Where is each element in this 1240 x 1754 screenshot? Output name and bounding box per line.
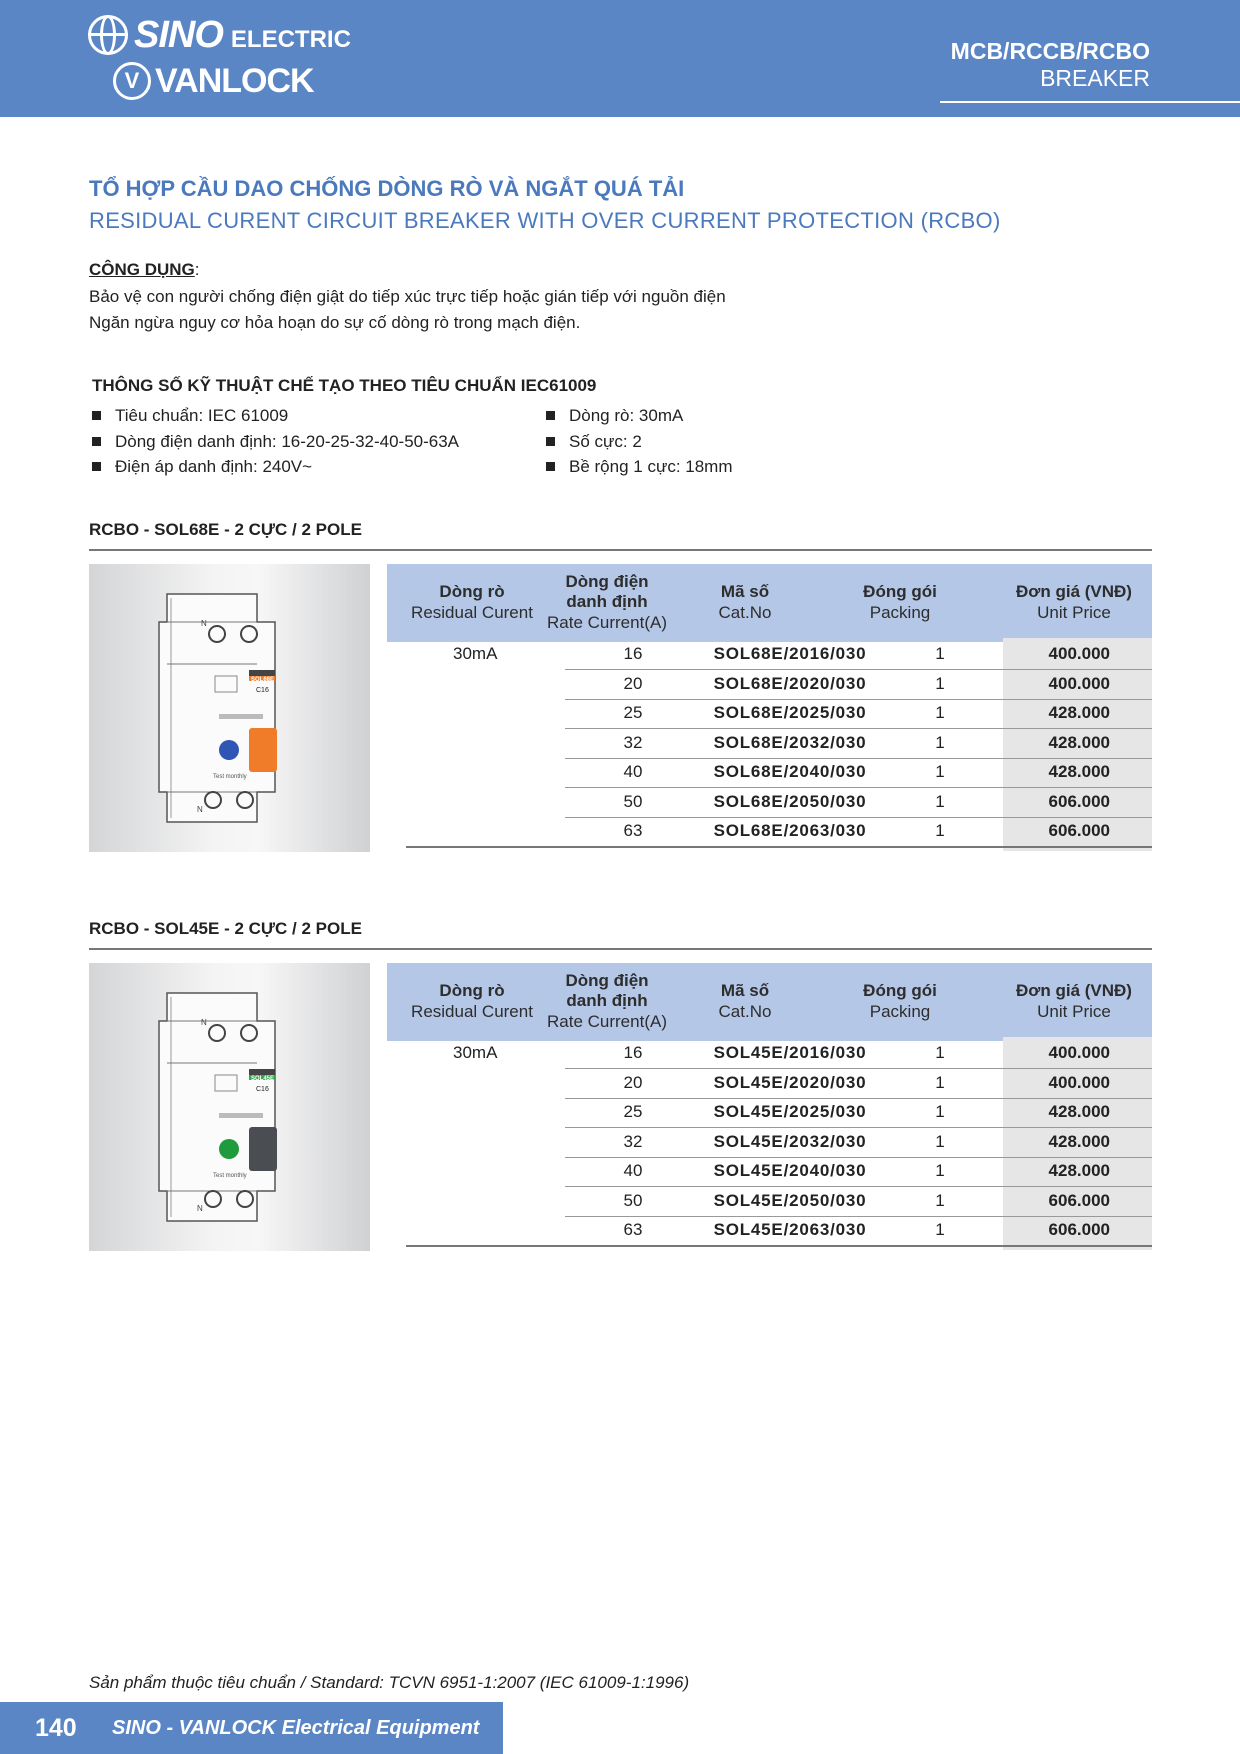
row-divider: [565, 1186, 1152, 1187]
row-divider: [565, 787, 1152, 788]
row-divider: [565, 817, 1152, 818]
current-cell: 63: [623, 1220, 643, 1239]
standard-footnote: Sản phẩm thuộc tiêu chuẩn / Standard: TCVN 6951-1:2007 (IEC 61009-1:1996): [89, 1673, 690, 1692]
logo-electric-text: ELECTRIC: [230, 26, 351, 53]
model-label: SOL68E: [251, 677, 275, 683]
current-cell: 63: [623, 821, 643, 840]
current-cell: 50: [623, 791, 643, 811]
page-number: 140: [35, 1714, 77, 1742]
product-photo: [89, 564, 370, 852]
spec-item: Tiêu chuẩn: IEC 61009: [92, 406, 288, 426]
col-pack: [845, 963, 955, 1041]
logo-vanlock-text: VANLOCK: [155, 61, 314, 100]
terminal-label: N: [201, 619, 207, 628]
cat-no-cell: SOL45E/2020/030: [713, 1072, 867, 1092]
model-label: SOL45E: [251, 1076, 275, 1082]
section-title: RCBO - SOL45E - 2 CỰC / 2 POLE: [89, 919, 362, 938]
usage-heading: [89, 260, 200, 280]
spec-item: Số cực: 2: [546, 432, 642, 452]
col-cat: [695, 564, 795, 642]
packing-cell: 1: [935, 644, 945, 663]
col-pack: [845, 564, 955, 642]
current-cell: 20: [623, 1072, 643, 1092]
cat-no-cell: SOL68E/2020/030: [713, 673, 867, 693]
cat-no-cell: SOL45E/2032/030: [713, 1131, 867, 1151]
row-divider: [565, 728, 1152, 729]
packing-cell: 1: [935, 762, 945, 781]
col-current-vn1: Dòng điện: [565, 572, 649, 591]
category-title: MCB/RCCB/RCBO: [950, 38, 1150, 64]
cat-no-cell: SOL68E/2032/030: [713, 732, 867, 752]
price-cell: 400.000: [1048, 673, 1110, 693]
table-header: [387, 963, 1152, 1041]
col-current: [537, 963, 677, 1041]
spec-item: Bề rộng 1 cực: 18mm: [546, 457, 733, 477]
cat-no-cell: SOL68E/2016/030: [713, 644, 867, 663]
col-cat-en: Cat.No: [718, 603, 772, 622]
row-divider: [565, 1127, 1152, 1128]
spec-item: Dòng điện danh định: 16-20-25-32-40-50-63A: [92, 432, 459, 452]
price-cell: 428.000: [1048, 732, 1110, 752]
residual-cell: 30mA: [453, 1043, 498, 1062]
row-divider: [565, 669, 1152, 670]
current-cell: 25: [623, 703, 643, 722]
product-photo: [89, 963, 370, 1251]
price-cell: 400.000: [1048, 1043, 1110, 1062]
usage-line: Ngăn ngừa nguy cơ hỏa hoạn do sự cố dòng rò trong mạch điện.: [89, 313, 581, 332]
packing-cell: 1: [935, 821, 945, 840]
price-cell: 400.000: [1048, 644, 1110, 663]
category-label: [951, 38, 1150, 92]
col-price-vn: Đơn giá (VNĐ): [1016, 582, 1132, 601]
col-cat-vn: Mã số: [720, 582, 770, 601]
col-residual-en: Residual Curent: [411, 603, 533, 622]
price-cell: 606.000: [1048, 791, 1110, 811]
residual-cell: 30mA: [453, 644, 498, 663]
price-cell: 428.000: [1048, 1131, 1110, 1151]
spec-item: Dòng rò: 30mA: [546, 406, 683, 426]
current-cell: 16: [623, 1043, 643, 1062]
cat-no-cell: SOL45E/2040/030: [713, 1161, 867, 1180]
cat-no-cell: SOL68E/2050/030: [713, 791, 867, 811]
col-current-vn2: danh định: [566, 991, 648, 1010]
usage-line: Bảo vệ con người chống điện giật do tiếp xúc trực tiếp hoặc gián tiếp với nguồn điện: [89, 287, 726, 306]
price-cell: 428.000: [1048, 1102, 1110, 1121]
col-price-en: Unit Price: [1037, 1002, 1111, 1021]
rating-label: C16: [256, 1086, 269, 1093]
row-divider: [565, 1157, 1152, 1158]
col-cat-vn: Mã số: [720, 981, 770, 1000]
col-residual-vn: Dòng rò: [439, 582, 505, 601]
col-residual: [387, 963, 557, 1041]
test-label: Test monthly: [213, 1173, 247, 1179]
spec-item: Điện áp danh định: 240V~: [92, 457, 312, 477]
row-divider: [565, 758, 1152, 759]
footer-brand-text: SINO - VANLOCK Electrical Equipment: [112, 1717, 480, 1739]
current-cell: 32: [623, 732, 643, 752]
logo-sino-text: SINO: [134, 13, 223, 56]
price-cell: 606.000: [1048, 1190, 1110, 1210]
price-cell: 428.000: [1048, 1161, 1110, 1180]
current-cell: 16: [623, 644, 643, 663]
current-cell: 40: [623, 762, 643, 781]
price-cell: 606.000: [1048, 821, 1110, 840]
globe-icon: [88, 15, 128, 55]
table-header: [387, 564, 1152, 642]
col-current-en: Rate Current(A): [547, 613, 667, 632]
vanlock-emblem-icon: V: [113, 62, 151, 100]
row-divider: [565, 699, 1152, 700]
packing-cell: 1: [935, 1043, 945, 1062]
current-cell: 32: [623, 1131, 643, 1151]
col-price-vn: Đơn giá (VNĐ): [1016, 981, 1132, 1000]
section-rule: [89, 948, 1152, 950]
packing-cell: 1: [935, 1102, 945, 1121]
rating-label: C16: [256, 687, 269, 694]
terminal-label: N: [201, 1018, 207, 1027]
packing-cell: 1: [935, 1072, 945, 1092]
cat-no-cell: SOL68E/2063/030: [713, 821, 867, 840]
usage-heading-text: CÔNG DỤNG: [89, 260, 195, 279]
row-divider: [565, 1098, 1152, 1099]
usage-heading-colon: :: [194, 260, 200, 279]
col-current-en: Rate Current(A): [547, 1012, 667, 1031]
rcbo-device-image: [89, 564, 370, 852]
cat-no-cell: SOL68E/2025/030: [713, 703, 867, 722]
col-pack-en: Packing: [869, 1002, 931, 1021]
col-cat: [695, 963, 795, 1041]
packing-cell: 1: [935, 673, 945, 693]
rcbo-device-image: [89, 963, 370, 1251]
col-price: [999, 564, 1149, 642]
table-bottom-rule: [406, 1245, 1152, 1247]
section-title: RCBO - SOL68E - 2 CỰC / 2 POLE: [89, 520, 362, 539]
section-rule: [89, 549, 1152, 551]
col-residual-en: Residual Curent: [411, 1002, 533, 1021]
row-divider: [565, 1216, 1152, 1217]
cat-no-cell: SOL45E/2025/030: [713, 1102, 867, 1121]
col-residual-vn: Dòng rò: [439, 981, 505, 1000]
footer-bar: [0, 1702, 503, 1754]
packing-cell: 1: [935, 1161, 945, 1180]
product-title-vn: TỔ HỢP CẦU DAO CHỐNG DÒNG RÒ VÀ NGẮT QUÁ TẢI: [89, 176, 685, 201]
current-cell: 50: [623, 1190, 643, 1210]
brand-logo: [88, 12, 351, 104]
table-bottom-rule: [406, 846, 1152, 848]
cat-no-cell: SOL45E/2063/030: [713, 1220, 867, 1239]
price-cell: 400.000: [1048, 1072, 1110, 1092]
packing-cell: 1: [935, 1190, 945, 1210]
packing-cell: 1: [935, 1220, 945, 1239]
col-cat-en: Cat.No: [718, 1002, 772, 1021]
header-divider: [940, 101, 1240, 103]
price-cell: 606.000: [1048, 1220, 1110, 1239]
terminal-label: N: [197, 805, 203, 814]
cat-no-cell: SOL45E/2016/030: [713, 1043, 867, 1062]
price-cell: 428.000: [1048, 703, 1110, 722]
current-cell: 25: [623, 1102, 643, 1121]
row-divider: [565, 1068, 1152, 1069]
col-residual: [387, 564, 557, 642]
price-cell: 428.000: [1048, 762, 1110, 781]
current-cell: 40: [623, 1161, 643, 1180]
col-pack-vn: Đóng gói: [863, 582, 937, 601]
product-title-en: RESIDUAL CURENT CIRCUIT BREAKER WITH OVER CURRENT PROTECTION (RCBO): [89, 208, 1001, 233]
col-pack-vn: Đóng gói: [863, 981, 937, 1000]
col-price-en: Unit Price: [1037, 603, 1111, 622]
cat-no-cell: SOL45E/2050/030: [713, 1190, 867, 1210]
current-cell: 20: [623, 673, 643, 693]
col-price: [999, 963, 1149, 1041]
col-current-vn1: Dòng điện: [565, 971, 649, 990]
packing-cell: 1: [935, 732, 945, 752]
category-subtitle: BREAKER: [1040, 65, 1150, 91]
packing-cell: 1: [935, 1131, 945, 1151]
spec-heading: THÔNG SỐ KỸ THUẬT CHẾ TẠO THEO TIÊU CHUẨN IEC61009: [92, 376, 597, 395]
col-current: [537, 564, 677, 642]
cat-no-cell: SOL68E/2040/030: [713, 762, 867, 781]
col-current-vn2: danh định: [566, 592, 648, 611]
terminal-label: N: [197, 1204, 203, 1213]
packing-cell: 1: [935, 703, 945, 722]
test-label: Test monthly: [213, 774, 247, 780]
page-header: [0, 0, 1240, 117]
col-pack-en: Packing: [869, 603, 931, 622]
packing-cell: 1: [935, 791, 945, 811]
